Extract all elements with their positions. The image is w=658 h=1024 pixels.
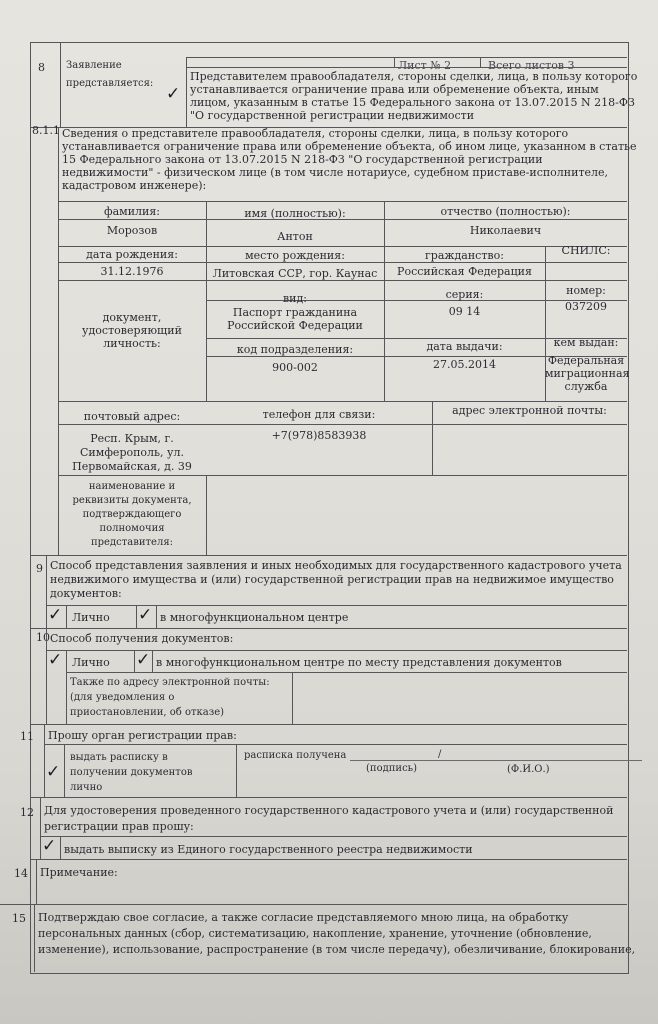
label-number: номер: — [566, 284, 606, 297]
label-birth-place: место рождения: — [245, 249, 345, 262]
label-issue-date: дата выдачи: — [426, 340, 503, 353]
s9-personal-checkbox[interactable]: ✓ — [48, 605, 63, 625]
s8-text-3: лицом, указанным в статье 15 Федерального закона от 13.07.2015 N 218-ФЗ — [190, 96, 635, 109]
label-email: адрес электронной почты: — [452, 404, 607, 417]
label-patronymic: отчество (полностью): — [440, 205, 571, 218]
s10-text: Способ получения документов: — [50, 632, 234, 645]
value-dept-code: 900-002 — [272, 361, 318, 374]
label-snils: СНИЛС: — [561, 244, 611, 257]
value-birth-date: 31.12.1976 — [100, 265, 164, 278]
section-12-number: 12 — [20, 806, 34, 819]
sheet-number: Лист № 2 — [398, 59, 452, 72]
value-issued-by-1: Федеральная — [547, 354, 625, 367]
s11-signature-caption: (подпись) — [366, 763, 418, 774]
label-doc-2: удостоверяющий — [82, 324, 182, 337]
section-811-number: 8.1.1 — [32, 124, 60, 137]
value-doc-kind-1: Паспорт гражданина — [232, 306, 358, 319]
s8-text-4: "О государственной регистрации недвижимости — [190, 109, 475, 122]
s11-opt-1: выдать расписку в — [70, 752, 168, 763]
s811-text-3: 15 Федерального закона от 13.07.2015 N 218-ФЗ "О государственной регистрации — [62, 153, 543, 166]
s811-text-2: устанавливается ограничение права или обременение объекта, об ином лице, указанном в статье — [62, 140, 637, 153]
s10-email-2: (для уведомления о — [70, 692, 175, 703]
section-8-number: 8 — [38, 61, 45, 74]
section-15-number: 15 — [12, 912, 26, 925]
value-issued-by-3: служба — [564, 380, 608, 393]
s8-text-1: Представителем правообладателя, стороны сделки, лица, в пользу которого — [190, 70, 638, 83]
value-citizenship: Российская Федерация — [397, 265, 532, 278]
s15-text-3: изменение), использование, распространение (в том числе передачу), обезличивание, блокирование, — [38, 943, 636, 956]
value-patronymic: Николаевич — [469, 224, 542, 237]
label-citizenship: гражданство: — [425, 249, 504, 262]
s11-opt-3: лично — [70, 782, 103, 793]
label-doc-1: документ, — [102, 311, 162, 324]
s811-text-5: кадастровом инженере): — [62, 179, 207, 192]
value-postal-2: Симферополь, ул. — [80, 446, 184, 459]
s12-extract-checkbox[interactable]: ✓ — [42, 836, 57, 856]
label-doc-3: личность: — [103, 337, 161, 350]
sheet-total: Всего листов 3 — [488, 59, 575, 72]
s811-text-1: Сведения о представителе правообладателя, стороны сделки, лица, в пользу которого — [62, 127, 569, 140]
s10-personal-label: Лично — [72, 656, 110, 669]
value-phone: +7(978)8583938 — [271, 429, 367, 442]
s9-text-1: Способ представления заявления и иных необходимых для государственного кадастрового учета — [50, 559, 622, 572]
signature-slash: / — [438, 749, 442, 760]
s11-fio-caption: (Ф.И.О.) — [507, 764, 550, 775]
s10-email-3: приостановлении, об отказе) — [70, 707, 225, 718]
value-postal-1: Респ. Крым, г. — [90, 432, 174, 445]
label-series: серия: — [445, 288, 484, 301]
s11-receipt-label: расписка получена — [244, 750, 347, 761]
s8-checkmark[interactable]: ✓ — [166, 84, 181, 104]
s9-text-3: документов: — [50, 587, 122, 600]
s12-text-2: регистрации прав прошу: — [44, 820, 194, 833]
s9-mfc-label: в многофункциональном центре — [160, 611, 349, 624]
label-authority-4: полномочия — [99, 523, 165, 534]
label-authority-1: наименование и — [88, 481, 176, 492]
s11-receipt-checkbox[interactable]: ✓ — [46, 762, 61, 782]
s10-personal-checkbox[interactable]: ✓ — [48, 650, 63, 670]
s11-text: Прошу орган регистрации прав: — [48, 729, 237, 742]
label-name: имя (полностью): — [244, 207, 346, 220]
value-series: 09 14 — [448, 305, 481, 318]
label-authority-3: подтверждающего — [82, 509, 182, 520]
s8-text-2: устанавливается ограничение права или обременение объекта, иным — [190, 83, 599, 96]
s9-personal-label: Лично — [72, 611, 110, 624]
value-birth-place: Литовская ССР, гор. Каунас — [212, 267, 378, 280]
s12-text-1: Для удостоверения проведенного государственного кадастрового учета и (или) государственной — [44, 804, 614, 817]
label-surname: фамилия: — [103, 205, 161, 218]
s11-opt-2: получении документов — [70, 767, 193, 778]
label-birth-date: дата рождения: — [86, 248, 178, 261]
value-surname: Морозов — [106, 224, 158, 237]
s8-label-2: представляется: — [66, 78, 154, 89]
s12-opt: выдать выписку из Единого государственного реестра недвижимости — [64, 843, 473, 856]
label-issued-by: кем выдан: — [553, 336, 619, 349]
section-10-number: 10 — [36, 631, 50, 644]
label-authority-5: представителя: — [90, 537, 173, 548]
value-number: 037209 — [565, 300, 607, 313]
signature-line[interactable] — [350, 760, 642, 761]
s811-text-4: недвижимости" - физическом лице (в том числе нотариусе, судебном приставе-исполнителе, — [62, 166, 609, 179]
label-postal: почтовый адрес: — [83, 410, 181, 423]
value-name: Антон — [277, 230, 313, 243]
value-issue-date: 27.05.2014 — [433, 358, 496, 371]
s10-mfc-checkbox[interactable]: ✓ — [136, 650, 151, 670]
label-phone: телефон для связи: — [262, 408, 376, 421]
s9-mfc-checkbox[interactable]: ✓ — [138, 605, 153, 625]
s15-text-2: персональных данных (сбор, систематизацию, накопление, хранение, уточнение (обновление, — [38, 927, 592, 940]
s8-label-1: Заявление — [66, 60, 122, 71]
section-11-number: 11 — [20, 730, 34, 743]
s10-mfc-label: в многофункциональном центре по месту представления документов — [156, 656, 562, 669]
s15-text-1: Подтверждаю свое согласие, а также согласие представляемого мною лица, на обработку — [38, 911, 569, 924]
value-doc-kind-2: Российской Федерации — [227, 319, 363, 332]
section-14-number: 14 — [14, 867, 28, 880]
value-postal-3: Первомайская, д. 39 — [72, 460, 192, 473]
value-issued-by-2: миграционная — [545, 367, 630, 380]
section-9-number: 9 — [36, 562, 43, 575]
s10-email-1: Также по адресу электронной почты: — [70, 677, 270, 688]
label-authority-2: реквизиты документа, — [72, 495, 192, 506]
label-dept-code: код подразделения: — [236, 343, 354, 356]
s14-text: Примечание: — [40, 866, 118, 879]
label-doc-kind: вид: — [282, 292, 307, 305]
s9-text-2: недвижимого имущества и (или) государственной регистрации прав на недвижимое имущество — [50, 573, 614, 586]
